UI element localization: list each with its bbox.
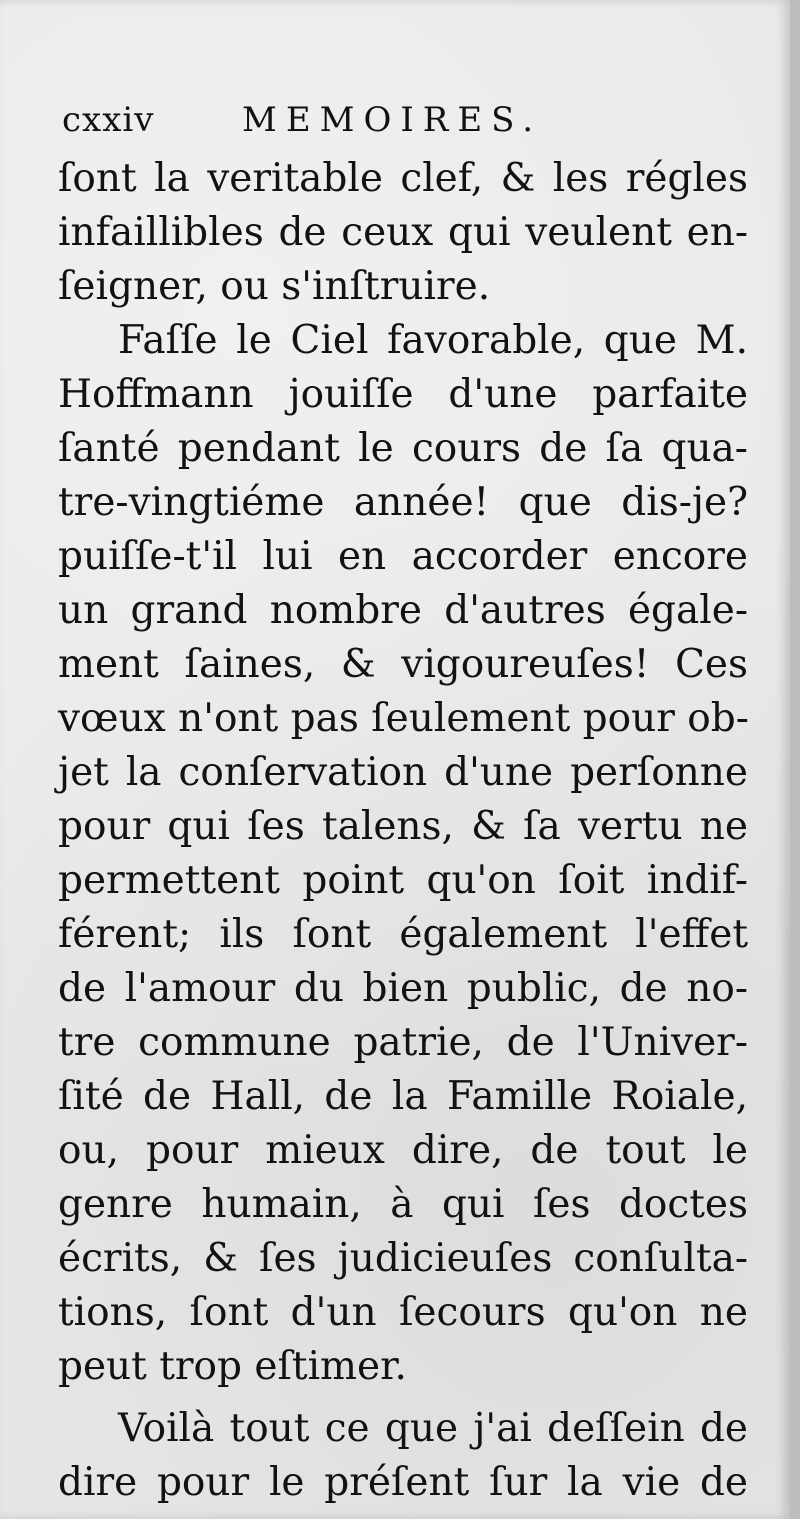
text-line: un grand nombre d'autres égale-	[58, 588, 748, 633]
text-line: permettent point qu'on ſoit indif-	[58, 858, 748, 903]
text-line: genre humain, à qui ſes doctes	[58, 1182, 748, 1227]
page-header	[62, 100, 762, 150]
text-line: puiſſe-t'il lui en accorder encore	[58, 534, 748, 579]
text-line: ou, pour mieux dire, de tout le	[58, 1128, 748, 1173]
text-line: ſanté pendant le cours de ſa qua-	[58, 426, 748, 471]
text-line: peut trop eſtimer.	[58, 1344, 407, 1389]
text-line: de l'amour du bien public, de no-	[58, 966, 748, 1011]
text-line: ſeigner, ou s'inſtruire.	[58, 264, 491, 309]
paragraph-gap	[58, 1394, 748, 1402]
text-line: Voilà tout ce que j'ai deſſein de	[118, 1406, 748, 1451]
text-line: tre commune patrie, de l'Univer-	[58, 1020, 748, 1065]
text-line: tions, ſont d'un ſecours qu'on ne	[58, 1290, 748, 1335]
text-line: Hoffmann jouiſſe d'une parfaite	[58, 372, 748, 417]
text-line: tre-vingtiéme année! que dis-je?	[58, 480, 748, 525]
text-line: vœux n'ont pas ſeulement pour ob-	[58, 696, 749, 741]
text-line: ſité de Hall, de la Famille Roiale,	[58, 1074, 748, 1119]
page-number: cxxiv	[62, 100, 155, 140]
text-line: Faſſe le Ciel favorable, que M.	[118, 318, 748, 363]
text-line: dire pour le préſent ſur la vie de	[58, 1460, 748, 1505]
running-title: MEMOIRES.	[242, 100, 543, 140]
text-line: ſont la veritable clef, & les régles	[58, 156, 748, 201]
body-text	[58, 152, 748, 1510]
text-line: infaillibles de ceux qui veulent en-	[58, 210, 748, 255]
text-line: pour qui ſes talens, & ſa vertu ne	[58, 804, 748, 849]
text-line: ment ſaines, & vigoureuſes! Ces	[58, 642, 748, 687]
text-line: écrits, & ſes judicieuſes conſulta-	[58, 1236, 748, 1281]
text-line: jet la conſervation d'une perſonne	[58, 750, 748, 795]
page-edge	[790, 0, 800, 1519]
text-line: férent; ils ſont également l'effet	[58, 912, 748, 957]
